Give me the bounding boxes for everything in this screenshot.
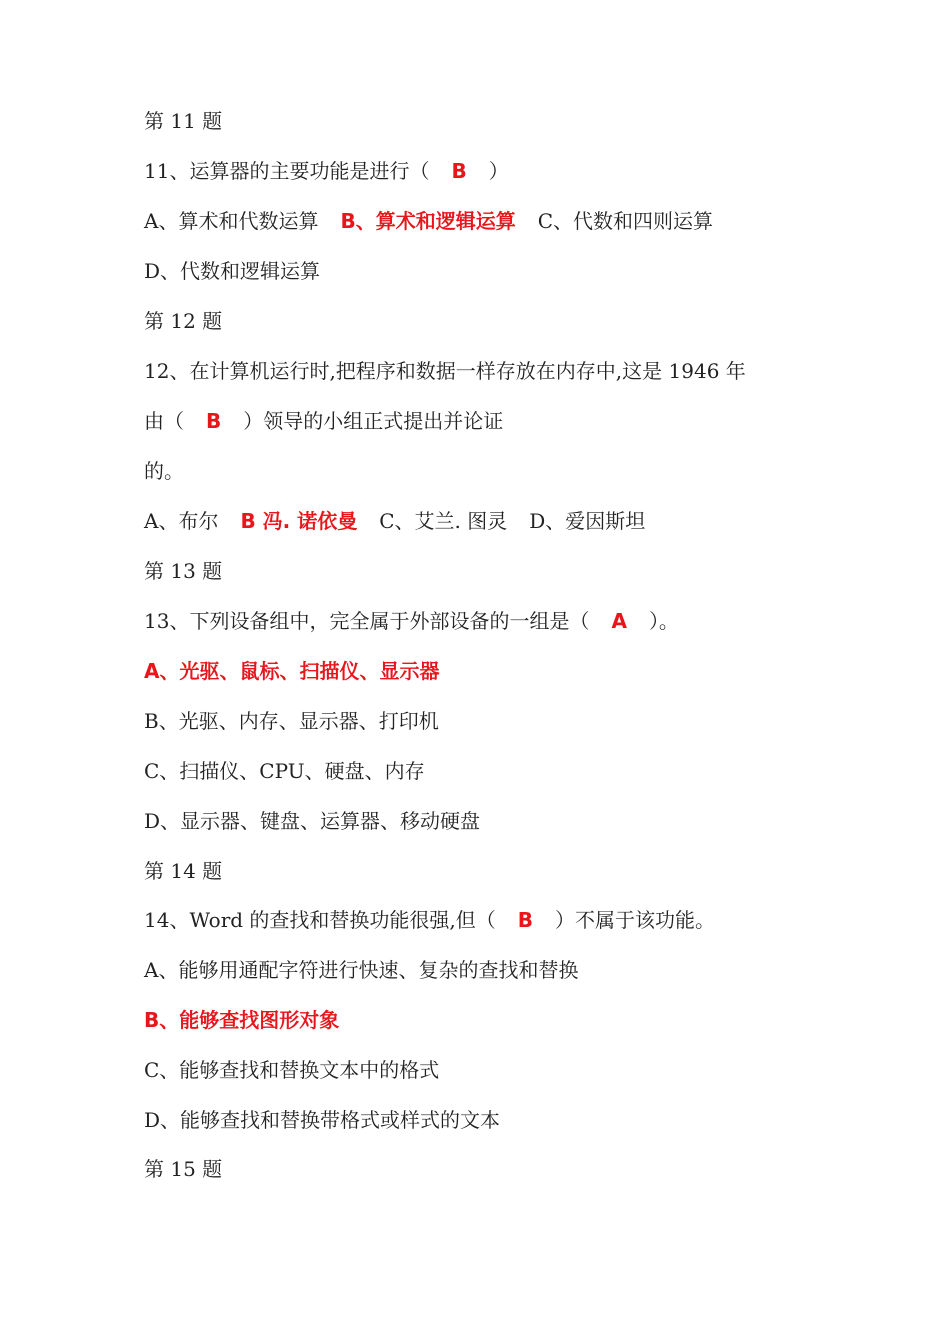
question-13-option-d: D、显示器、键盘、运算器、移动硬盘 xyxy=(144,809,481,833)
question-13-stem xyxy=(144,608,679,634)
question-15-heading: 第 15 题 xyxy=(144,1157,223,1181)
question-12-stem-text: 由（ xyxy=(144,409,184,433)
question-14-option-d: D、能够查找和替换带格式或样式的文本 xyxy=(144,1108,501,1132)
question-11-option-b-correct: B、算术和逻辑运算 xyxy=(340,209,516,233)
question-13-option-b: B、光驱、内存、显示器、打印机 xyxy=(144,709,439,733)
question-13-stem-close: ）。 xyxy=(648,609,679,633)
question-11-stem-text: 11、运算器的主要功能是进行（ xyxy=(144,159,430,183)
question-12-stem-rest: ）领导的小组正式提出并论证 xyxy=(243,409,504,433)
question-13-stem-text: 13、下列设备组中，完全属于外部设备的一组是（ xyxy=(144,609,590,633)
question-13-option-a-correct: A、光驱、鼠标、扫描仪、显示器 xyxy=(144,659,440,683)
question-14-option-a: A、能够用通配字符进行快速、复杂的查找和替换 xyxy=(144,958,579,982)
question-11-answer: B xyxy=(451,159,467,183)
question-14-answer: B xyxy=(517,908,534,932)
question-11-option-a: A、算术和代数运算 xyxy=(144,209,319,233)
question-14-option-b-correct: B、能够查找图形对象 xyxy=(144,1008,340,1032)
question-14-stem xyxy=(144,907,715,933)
question-12-heading: 第 12 题 xyxy=(144,309,223,333)
question-12-option-a: A、布尔 xyxy=(144,509,219,533)
question-12-options-row xyxy=(144,508,645,534)
question-12-option-c: C、艾兰. 图灵 xyxy=(379,509,508,533)
question-12-stem-line-1: 12、在计算机运行时,把程序和数据一样存放在内存中,这是 1946 年 xyxy=(144,359,746,383)
question-13-option-c: C、扫描仪、CPU、硬盘、内存 xyxy=(144,759,425,783)
question-13-heading: 第 13 题 xyxy=(144,559,223,583)
question-12-option-d: D、爱因斯坦 xyxy=(529,509,646,533)
question-11-option-d: D、代数和逻辑运算 xyxy=(144,259,321,283)
question-14-heading: 第 14 题 xyxy=(144,859,223,883)
question-12-option-b-correct: B 冯. 诺依曼 xyxy=(240,509,358,533)
question-14-stem-text: 14、Word 的查找和替换功能很强,但（ xyxy=(144,908,496,932)
question-14-option-c: C、能够查找和替换文本中的格式 xyxy=(144,1058,440,1082)
question-14-stem-close: ）不属于该功能。 xyxy=(555,908,716,932)
question-11-stem xyxy=(144,158,509,184)
question-12-stem-line-3: 的。 xyxy=(144,459,184,483)
question-11-option-c: C、代数和四则运算 xyxy=(537,209,714,233)
question-12-answer: B xyxy=(206,409,222,433)
question-12-stem-line-2 xyxy=(144,408,503,434)
question-11-stem-close: ） xyxy=(488,159,509,183)
question-11-heading: 第 11 题 xyxy=(144,109,223,133)
question-11-options-row xyxy=(144,208,713,234)
question-13-answer: A xyxy=(611,609,627,633)
